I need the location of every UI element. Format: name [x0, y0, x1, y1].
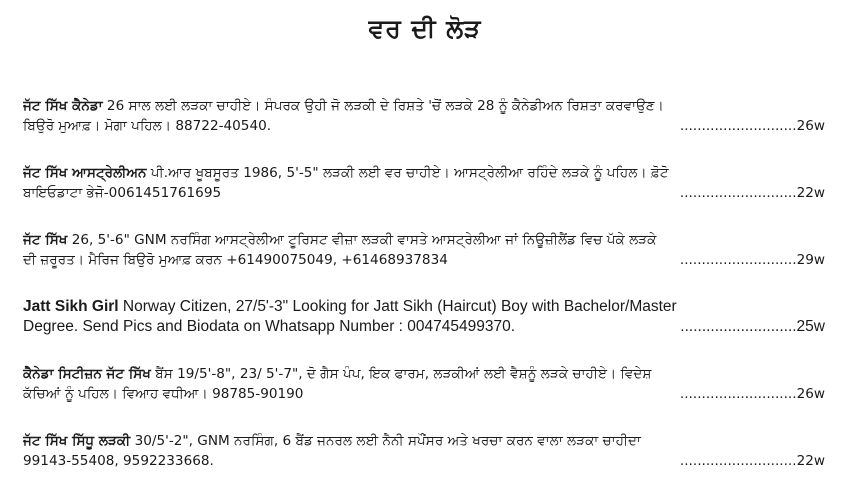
- page-title: ਵਰ ਦੀ ਲੋੜ: [368, 14, 482, 43]
- ad-heading: ਜੱਟ ਸਿੱਖ ਸਿੱਧੂ ਲੜਕੀ: [23, 433, 131, 449]
- ad-text: ਬੈਂਸ 19/5'-8", 23/ 5'-7", ਦੋ ਗੈਸ ਪੰਪ, ਇਕ ਫਾਰਮ, ਲੜਕੀਆਂ ਲਈ ਵੈਸ਼ਨੂੰ ਲੜਕੇ ਚਾਹੀਏ। ਵਿਦੇਸ਼: [150, 366, 652, 382]
- classified-ad: [23, 163, 825, 203]
- ad-heading: ਜੱਟ ਸਿੱਖ ਆਸਟ੍ਰੇਲੀਅਨ: [23, 165, 147, 181]
- ad-code: ...........................25w: [680, 318, 825, 335]
- ad-code: ...........................26w: [679, 386, 825, 402]
- ad-text: 30/5'-2", GNM ਨਰਸਿੰਗ, 6 ਬੈਂਡ ਜਨਰਲ ਲਈ ਨੈਨੀ ਸਪੌਂਸਰ ਅਤੇ ਖਰਚਾ ਕਰਨ ਵਾਲਾ ਲੜਕਾ ਚਾਹੀਦਾ: [130, 433, 641, 449]
- ad-line-2: [23, 317, 825, 337]
- ad-code: ...........................22w: [679, 185, 825, 201]
- ad-line-2: [23, 116, 825, 136]
- classified-ad: [23, 230, 825, 270]
- ad-line-1: [23, 96, 825, 116]
- ad-line-2: [23, 451, 825, 471]
- ad-contact: ਬਾਇਓਡਾਟਾ ਭੇਜੋ-0061451761695: [23, 185, 222, 201]
- ad-text: ਪੀ.ਆਰ ਖੂਬਸੂਰਤ 1986, 5'-5" ਲੜਕੀ ਲਈ ਵਰ ਚਾਹੀਏ। ਆਸਟ੍ਰੇਲੀਆ ਰਹਿੰਦੇ ਲੜਕੇ ਨੂੰ ਪਹਿਲ। ਫ਼ੋਟੋ: [146, 165, 669, 181]
- ad-contact: ਕੱਚਿਆਂ ਨੂੰ ਪਹਿਲ। ਵਿਆਹ ਵਧੀਆ। 98785-90190: [23, 386, 304, 402]
- classified-ad: [23, 297, 825, 337]
- ad-heading: ਜੱਟ ਸਿੱਖ: [23, 232, 68, 248]
- ad-line-1: [23, 364, 825, 384]
- ad-line-1: [23, 230, 825, 250]
- ad-line-2: [23, 183, 825, 203]
- ad-line-1: [23, 163, 825, 183]
- ad-line-2: [23, 250, 825, 270]
- ad-line-1: [23, 431, 825, 451]
- classified-ad: [23, 364, 825, 404]
- classified-list: [23, 96, 825, 498]
- ad-text: 26, 5'-6" GNM ਨਰਸਿੰਗ ਆਸਟ੍ਰੇਲੀਆ ਟੂਰਿਸਟ ਵੀਜ਼ਾ ਲੜਕੀ ਵਾਸਤੇ ਆਸਟ੍ਰੇਲੀਆ ਜਾਂ ਨਿਊਜ਼ੀਲੈਂਡ ਵਿਚ ਪੱਕੇ ਲੜਕੇ: [67, 232, 657, 248]
- ad-contact: 99143-55408, 9592233668.: [23, 453, 214, 469]
- ad-contact: Degree. Send Pics and Biodata on Whatsapp Number : 004745499370.: [23, 318, 516, 335]
- ad-text: 26 ਸਾਲ ਲਈ ਲੜਕਾ ਚਾਹੀਏ। ਸੰਪਰਕ ਉਹੀ ਜੋ ਲੜਕੀ ਦੇ ਰਿਸ਼ਤੇ 'ਚੋਂ ਲੜਕੇ 28 ਨੂੰ ਕੈਨੇਡੀਅਨ ਰਿਸ਼ਤਾ ਕਰਵਾਉਣ।: [102, 98, 664, 114]
- ad-contact: ਬਿਉਰੋ ਮੁਆਫ਼। ਮੋਗਾ ਪਹਿਲ। 88722-40540.: [23, 118, 272, 134]
- ad-heading: ਕੈਨੇਡਾ ਸਿਟੀਜ਼ਨ ਜੱਟ ਸਿੱਖ: [23, 366, 151, 382]
- ad-line-1: [23, 297, 825, 317]
- ad-line-2: [23, 384, 825, 404]
- ad-code: ...........................29w: [679, 252, 825, 268]
- ad-contact: ਦੀ ਜ਼ਰੂਰਤ। ਮੈਰਿਜ ਬਿਉਰੋ ਮੁਆਫ਼ ਕਰਨ +61490075049, +61468937834: [23, 252, 448, 268]
- ad-heading: Jatt Sikh Girl: [23, 298, 119, 315]
- ad-text: Norway Citizen, 27/5'-3" Looking for Jatt Sikh (Haircut) Boy with Bachelor/Master: [118, 298, 677, 315]
- classified-ad: [23, 96, 825, 136]
- classified-ad: [23, 431, 825, 471]
- ad-code: ...........................22w: [679, 453, 825, 469]
- ad-heading: ਜੱਟ ਸਿੱਖ ਕੈਨੇਡਾ: [23, 98, 103, 114]
- ad-code: ...........................26w: [679, 118, 825, 134]
